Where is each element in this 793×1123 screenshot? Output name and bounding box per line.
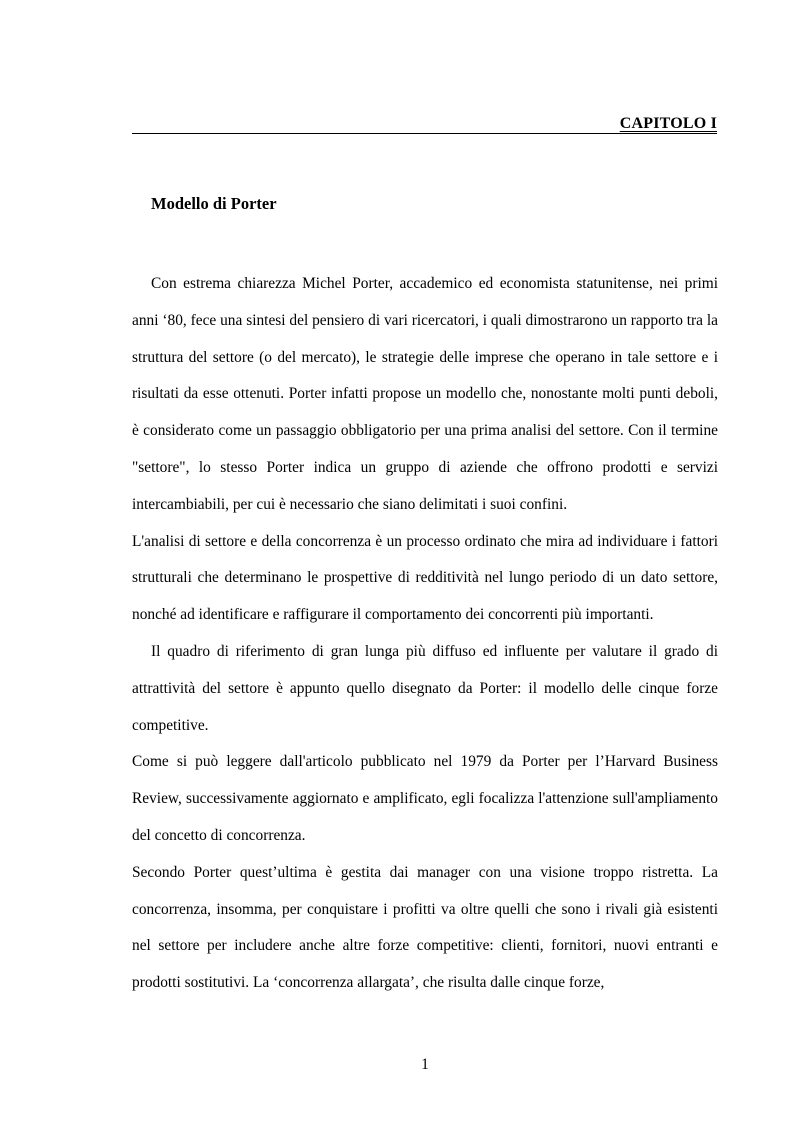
- chapter-title: CAPITOLO I: [619, 115, 717, 132]
- section-title: Modello di Porter: [151, 194, 277, 213]
- paragraph-analysis: L'analisi di settore e della concorrenza è un processo ordinato che mira ad individuare i fattori strutturali che determinano le prospettive di redditività nel lungo periodo di un dato settore, nonché ad identificare e raffigurare il comportamento dei concorrenti più importanti.: [132, 532, 718, 624]
- paragraph-intro: Con estrema chiarezza Michel Porter, accademico ed economista statunitense, nei primi anni ‘80, fece una sintesi del pensiero di vari ricercatori, i quali dimostrarono un rapporto tra la struttura del settore (o del mercato), le strategie delle imprese che operano in tale settore e i risultati da esse ottenuti. Porter infatti propose un modello che, nonostante molti punti deboli, è considerato come un passaggio obbligatorio per una prima analisi del settore. Con il termine "settore", lo stesso Porter indica un gruppo di aziende che offrono prodotti e servizi intercambiabili, per cui è necessario che siano delimitati i suoi confini.: [132, 275, 718, 513]
- chapter-header-rule: [132, 112, 717, 134]
- paragraph-competition: Secondo Porter quest’ultima è gestita dai manager con una visione troppo ristretta. La concorrenza, insomma, per conquistare i profitti va oltre quelli che sono i rivali già esistenti nel settore per includere anche altre forze competitive: clienti, fornitori, nuovi entranti e prodotti sostitutivi. La ‘concorrenza allargata’, che risulta dalle cinque forze,: [132, 863, 718, 992]
- paragraph-framework: Il quadro di riferimento di gran lunga più diffuso ed influente per valutare il grado di attrattività del settore è appunto quello disegnato da Porter: il modello delle cinque forze competitive.: [132, 642, 718, 734]
- page-number: 1: [421, 1056, 429, 1073]
- body-text: [132, 266, 718, 1002]
- paragraph-article: Come si può leggere dall'articolo pubblicato nel 1979 da Porter per l’Harvard Business Review, successivamente aggiornato e amplificato, egli focalizza l'attenzione sull'ampliamento del concetto di concorrenza.: [132, 753, 718, 844]
